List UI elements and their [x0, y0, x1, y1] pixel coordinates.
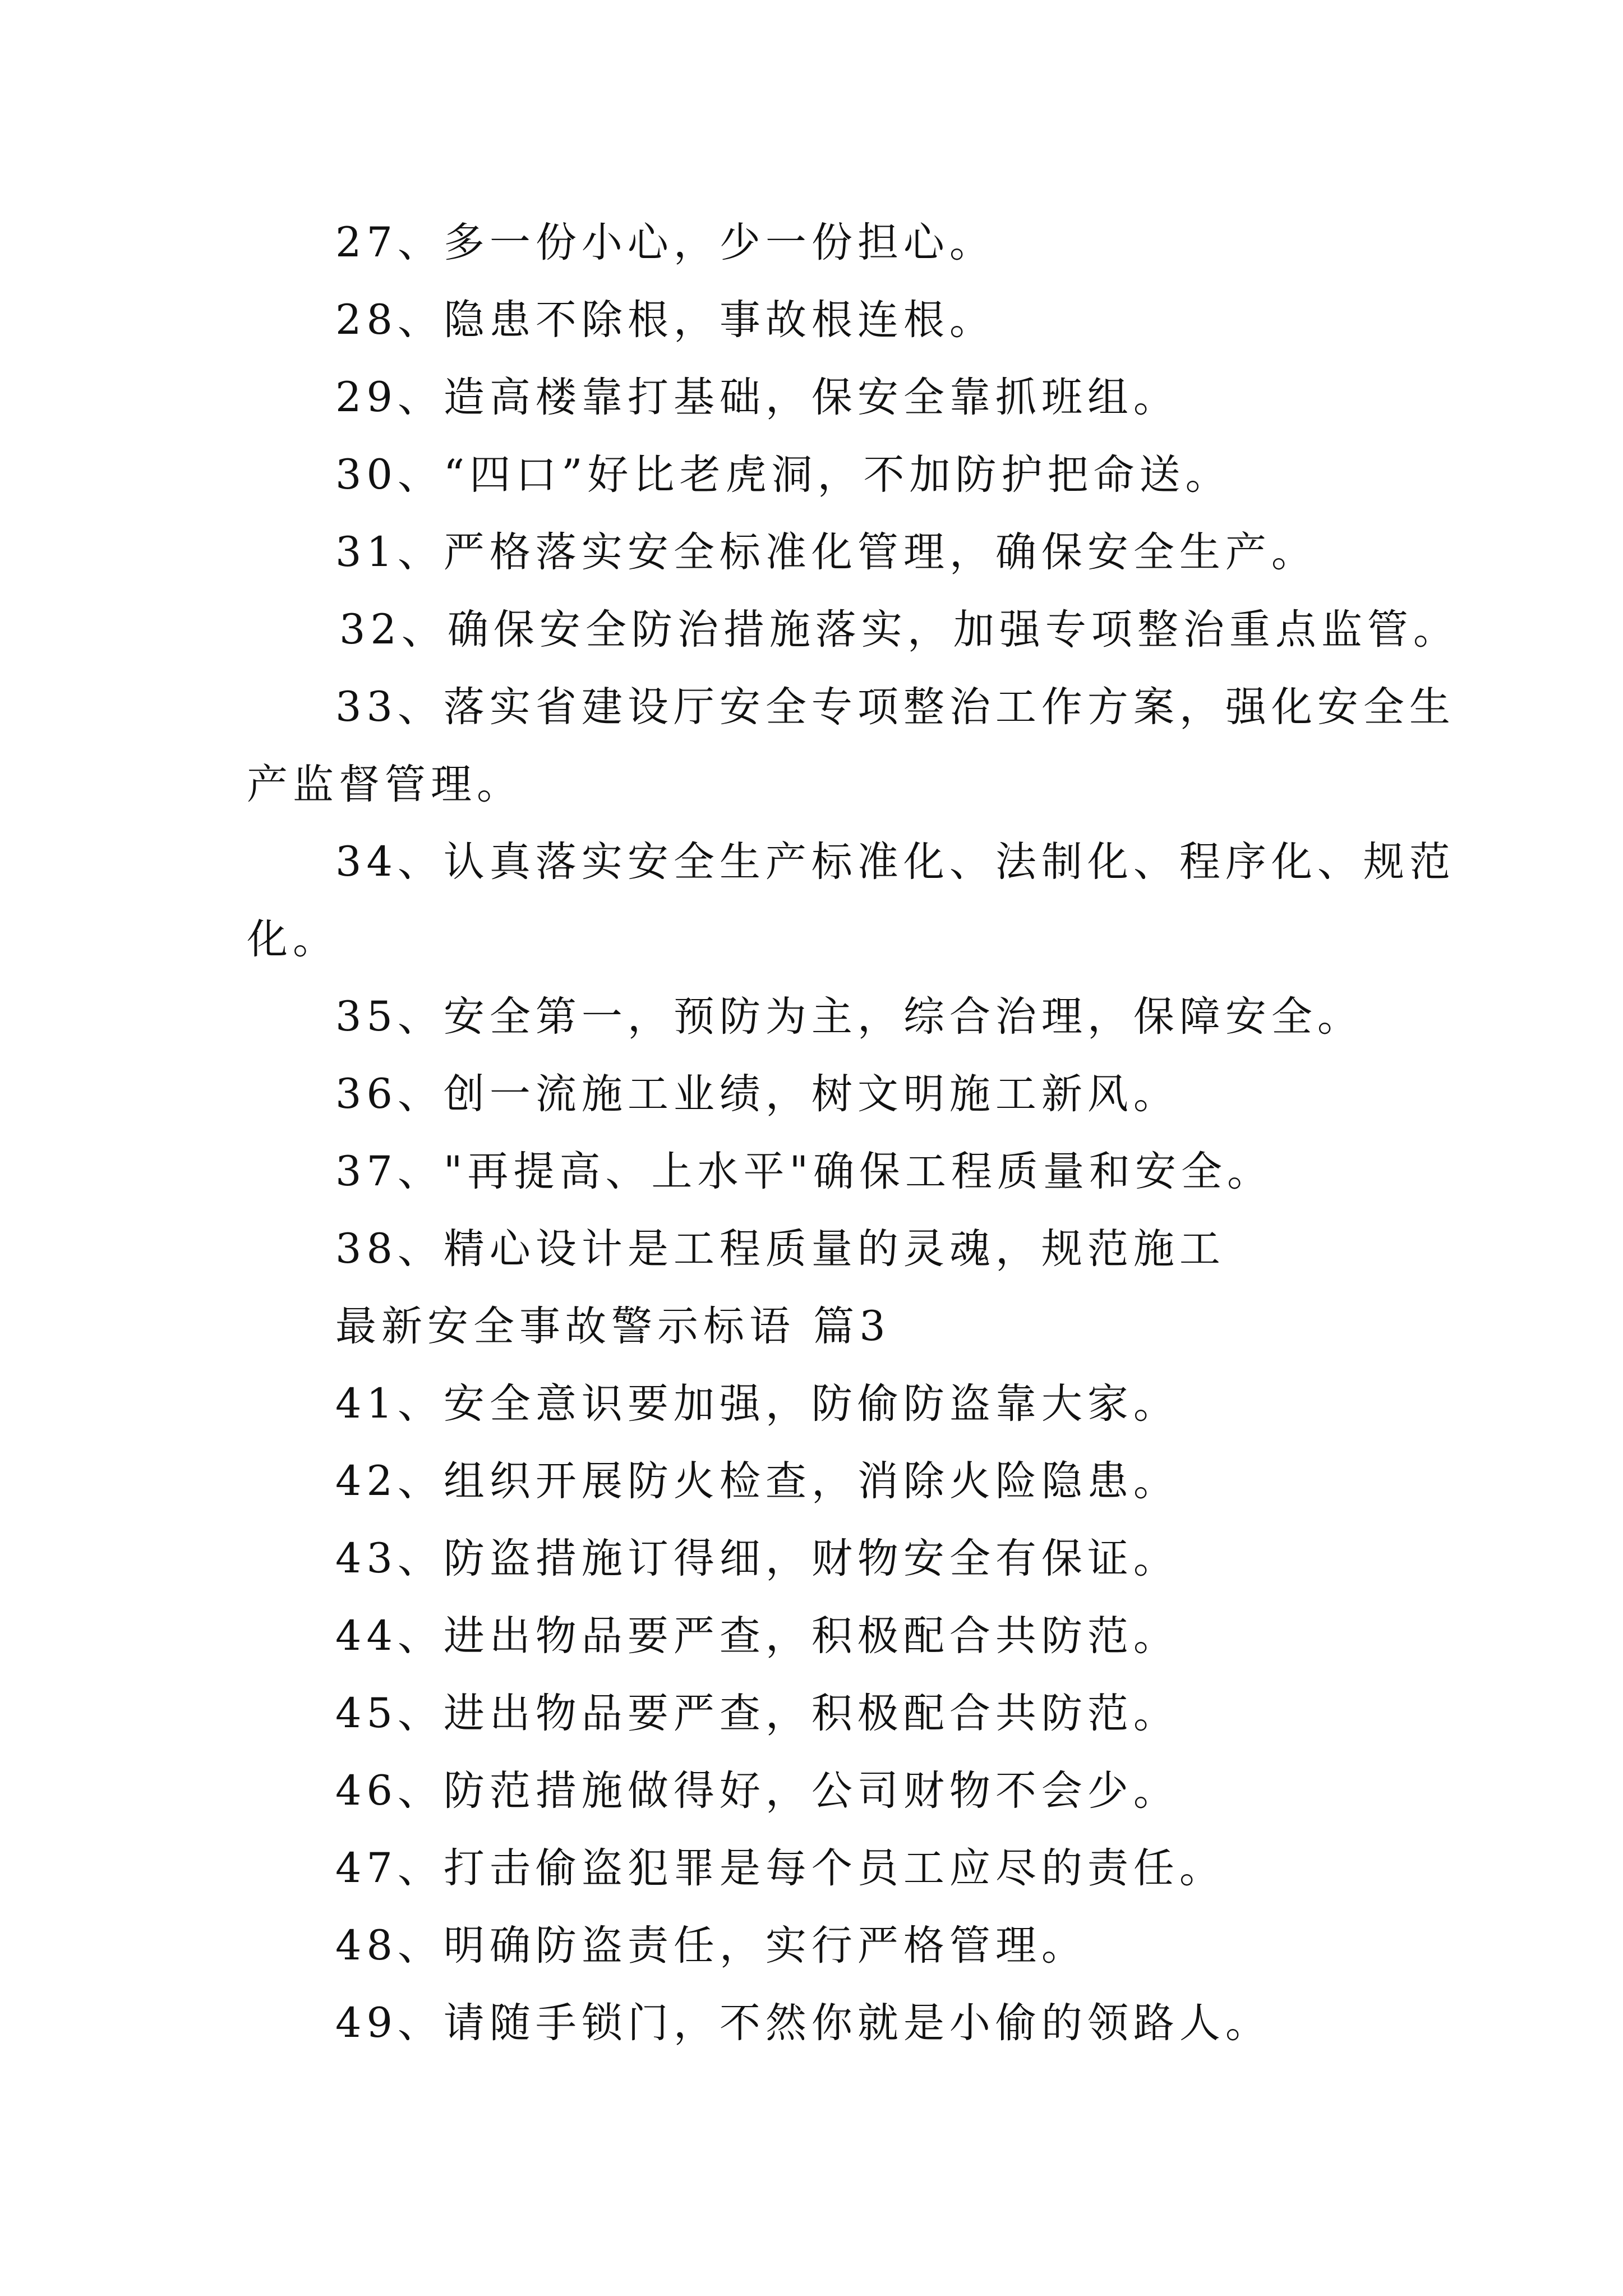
slogan-30: 30、“四口”好比老虎洞，不加防护把命送。 [335, 451, 1232, 499]
slogan-32: 32、确保安全防治措施落实，加强专项整治重点监管。 [339, 606, 1459, 654]
slogan-43: 43、防盗措施订得细，财物安全有保证。 [335, 1535, 1179, 1582]
slogan-45: 45、进出物品要严查，积极配合共防范。 [335, 1690, 1179, 1737]
slogan-47: 47、打击偷盗犯罪是每个员工应尽的责任。 [335, 1844, 1225, 1892]
section-heading: 最新安全事故警示标语 篇3 [335, 1303, 891, 1350]
slogan-35: 35、安全第一，预防为主，综合治理，保障安全。 [335, 993, 1363, 1041]
slogan-49: 49、请随手锁门，不然你就是小偷的领路人。 [335, 1999, 1271, 2047]
slogan-31: 31、严格落实安全标准化管理，确保安全生产。 [335, 528, 1317, 576]
slogan-46: 46、防范措施做得好，公司财物不会少。 [335, 1767, 1179, 1815]
slogan-38: 38、精心设计是工程质量的灵魂，规范施工 [335, 1225, 1225, 1273]
slogan-36: 36、创一流施工业绩，树文明施工新风。 [335, 1070, 1179, 1118]
slogan-41: 41、安全意识要加强，防偷防盗靠大家。 [335, 1380, 1179, 1428]
slogan-27: 27、多一份小心，少一份担心。 [335, 219, 995, 266]
slogan-28: 28、隐患不除根，事故根连根。 [335, 296, 995, 344]
slogan-29: 29、造高楼靠打基础，保安全靠抓班组。 [335, 374, 1179, 421]
slogan-33-line1: 33、落实省建设厅安全专项整治工作方案，强化安全生 [335, 683, 1455, 731]
slogan-34-line2: 化。 [247, 915, 339, 963]
slogan-44: 44、进出物品要严查，积极配合共防范。 [335, 1612, 1179, 1660]
slogan-37: 37、"再提高、上水平"确保工程质量和安全。 [335, 1148, 1274, 1195]
slogan-42: 42、组织开展防火检查，消除火险隐患。 [335, 1457, 1179, 1505]
slogan-34-line1: 34、认真落实安全生产标准化、法制化、程序化、规范 [335, 838, 1455, 886]
slogan-33-line2: 产监督管理。 [247, 761, 523, 808]
slogan-48: 48、明确防盗责任，实行严格管理。 [335, 1922, 1087, 1970]
